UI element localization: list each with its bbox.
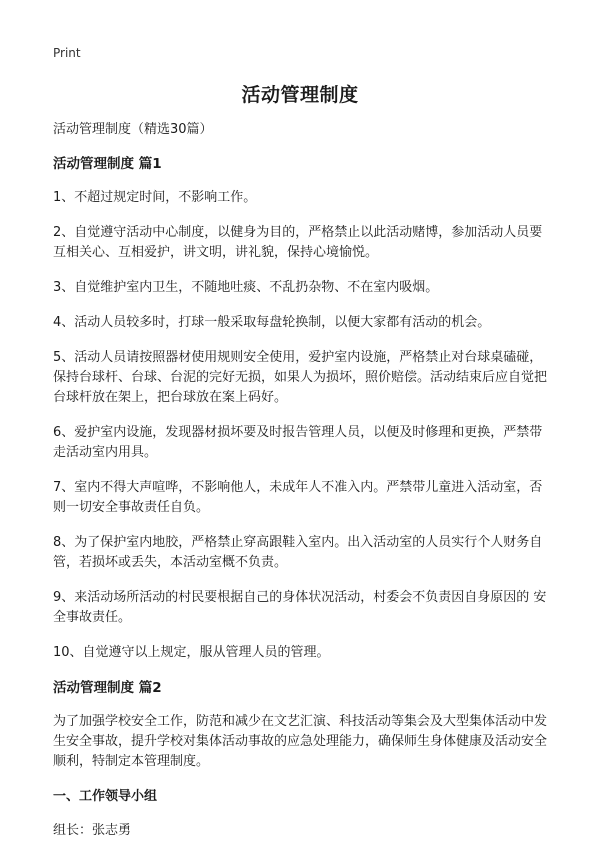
rule-item-3: 3、自觉维护室内卫生，不随地吐痰、不乱扔杂物、不在室内吸烟。: [53, 280, 439, 295]
rule-item-4: 4、活动人员较多时，打球一般采取每盘轮换制，以便大家都有活动的机会。: [53, 315, 491, 330]
section2-intro: 为了加强学校安全工作，防范和减少在文艺汇演、科技活动等集会及大型集体活动中发生安全事故，提升学校对集体活动事故的应急处理能力，确保师生身体健康及活动安全顺利，特制定本管理制度。: [53, 714, 548, 769]
rule-item-5: 5、活动人员请按照器材使用规则安全使用，爱护室内设施，严格禁止对台球桌磕碰，保持台球杆、台球、台泥的完好无损，如果人为损坏，照价赔偿。活动结束后应自觉把台球杆放在架上，把台球放在案上码好。: [53, 350, 548, 405]
section-heading-1: 活动管理制度 篇1: [53, 156, 162, 172]
document-body: [53, 120, 549, 856]
section-heading-2: 活动管理制度 篇2: [53, 680, 162, 696]
page-title: 活动管理制度: [241, 84, 359, 106]
group-heading: 一、工作领导小组: [53, 789, 158, 804]
rule-item-9: 9、来活动场所活动的村民要根据自己的身体状况活动，村委会不负责因自身原因的 安全事故责任。: [53, 590, 547, 625]
rule-item-6: 6、爱护室内设施，发现器材损坏要及时报告管理人员，以便及时修理和更换，严禁带走活动室内用具。: [53, 425, 543, 460]
rule-item-1: 1、不超过规定时间，不影响工作。: [53, 190, 257, 205]
print-label: Print: [53, 46, 81, 60]
rule-item-8: 8、为了保护室内地胶，严格禁止穿高跟鞋入室内。出入活动室的人员实行个人财务自管，若损坏或丢失，本活动室概不负责。: [53, 535, 543, 570]
rule-item-7: 7、室内不得大声喧哗，不影响他人，未成年人不准入内。严禁带儿童进入活动室，否则一切安全事故责任自负。: [53, 480, 543, 515]
rule-item-10: 10、自觉遵守以上规定，服从管理人员的管理。: [53, 645, 330, 660]
leader-line: 组长：张志勇: [53, 823, 132, 838]
rule-item-2: 2、自觉遵守活动中心制度，以健身为目的，严格禁止以此活动赌博，参加活动人员要互相关心、互相爱护，讲文明，讲礼貌，保持心境愉悦。: [53, 225, 543, 260]
document-subtitle: 活动管理制度（精选30篇）: [53, 122, 213, 137]
